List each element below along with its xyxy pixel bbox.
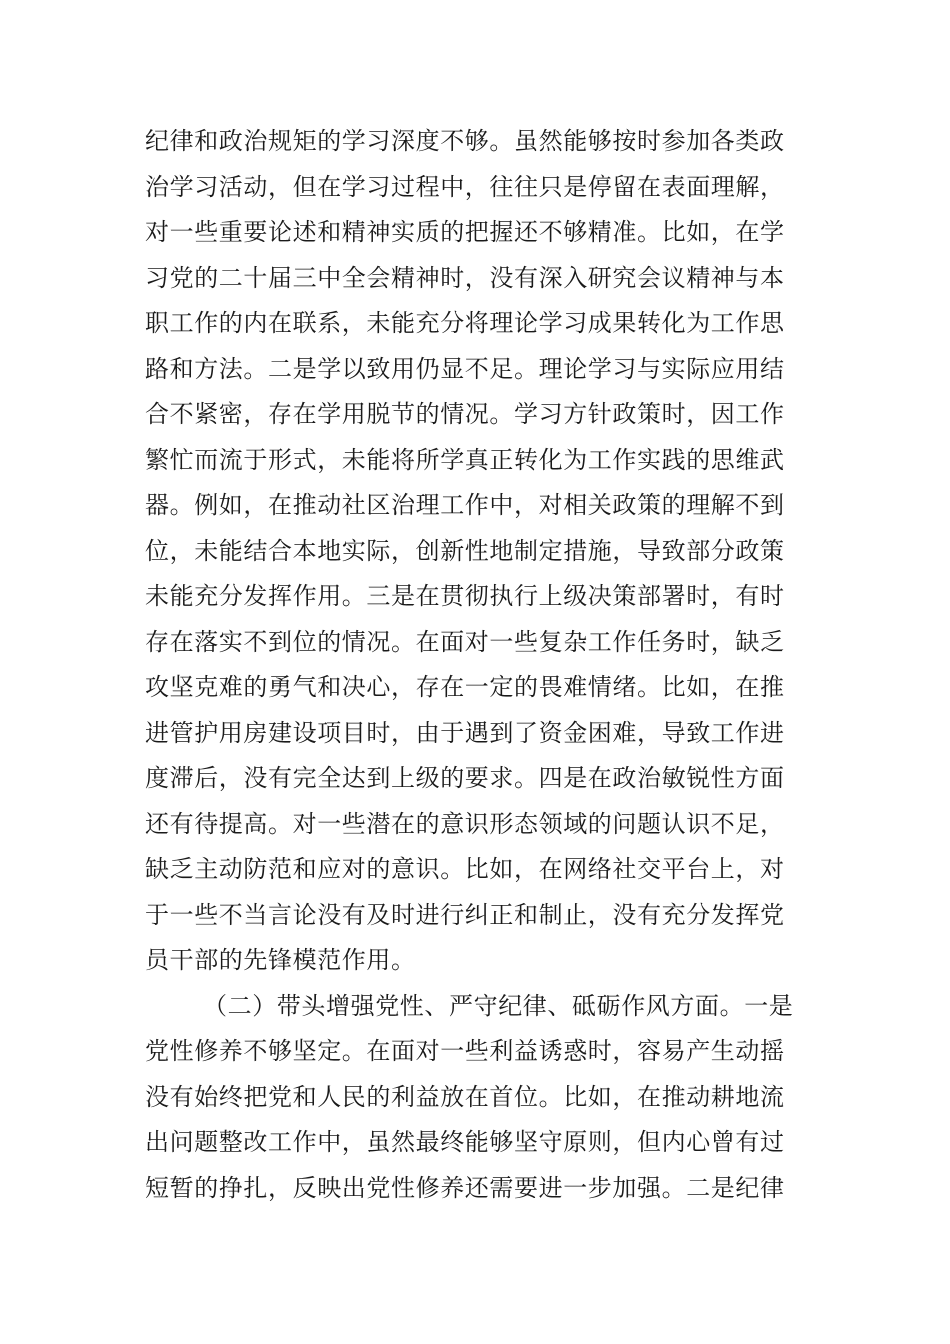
section-heading-text: （二）带头增强党性、严守纪律、砥砺作风方面。一是 xyxy=(203,991,794,1020)
text-line: 党性修养不够坚定。在面对一些利益诱惑时，容易产生动摇 xyxy=(145,1037,785,1065)
text-line: 对一些重要论述和精神实质的把握还不够精准。比如，在学 xyxy=(145,218,785,246)
text-line: 职工作的内在联系，未能充分将理论学习成果转化为工作思 xyxy=(145,309,785,337)
text-line: 进管护用房建设项目时，由于遇到了资金困难，导致工作进 xyxy=(145,718,785,747)
text-line: 未能充分发挥作用。三是在贯彻执行上级决策部署时，有时 xyxy=(145,582,785,610)
text-line: 位，未能结合本地实际，创新性地制定措施，导致部分政策 xyxy=(145,536,785,565)
text-line: 员干部的先锋模范作用。 xyxy=(145,946,416,974)
text-line: 没有始终把党和人民的利益放在首位。比如，在推动耕地流 xyxy=(145,1082,785,1111)
text-line: 还有待提高。对一些潜在的意识形态领域的问题认识不足， xyxy=(145,809,785,838)
text-line: 器。例如，在推动社区治理工作中，对相关政策的理解不到 xyxy=(145,491,785,519)
text-line: 存在落实不到位的情况。在面对一些复杂工作任务时，缺乏 xyxy=(145,627,785,656)
text-line: 治学习活动，但在学习过程中，往往只是停留在表面理解， xyxy=(145,172,785,201)
text-line: 纪律和政治规矩的学习深度不够。虽然能够按时参加各类政 xyxy=(145,127,785,155)
text-line: 习党的二十届三中全会精神时，没有深入研究会议精神与本 xyxy=(145,263,785,292)
text-line: 缺乏主动防范和应对的意识。比如，在网络社交平台上，对 xyxy=(145,855,785,883)
text-line: 合不紧密，存在学用脱节的情况。学习方针政策时，因工作 xyxy=(145,400,785,428)
section-heading-line xyxy=(145,984,813,1030)
text-line: 繁忙而流于形式，未能将所学真正转化为工作实践的思维武 xyxy=(145,445,785,474)
text-line: 路和方法。二是学以致用仍显不足。理论学习与实际应用结 xyxy=(145,354,785,383)
text-line: 度滞后，没有完全达到上级的要求。四是在政治敏锐性方面 xyxy=(145,764,785,792)
text-line: 短暂的挣扎，反映出党性修养还需要进一步加强。二是纪律 xyxy=(145,1173,785,1202)
text-line: 于一些不当言论没有及时进行纠正和制止，没有充分发挥党 xyxy=(145,900,785,929)
body-text xyxy=(145,119,813,1211)
text-line: 攻坚克难的勇气和决心，存在一定的畏难情绪。比如，在推 xyxy=(145,673,785,701)
text-line: 出问题整改工作中，虽然最终能够坚守原则，但内心曾有过 xyxy=(145,1128,785,1156)
